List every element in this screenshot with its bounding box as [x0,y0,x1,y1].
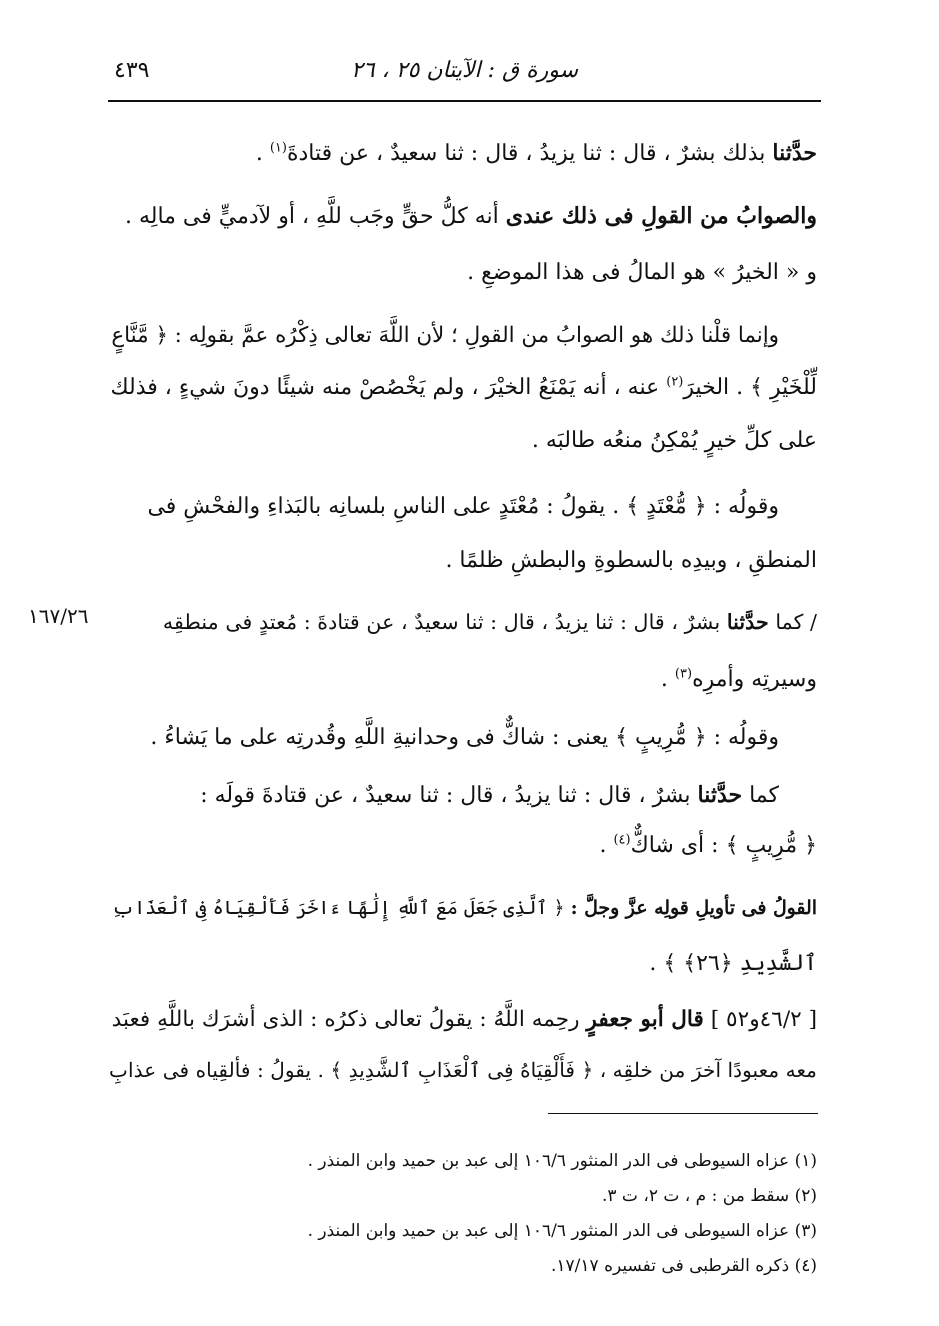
header-title: سورة ق : الآيتان ٢٥ ، ٢٦ [350,58,579,83]
text-line: / كما حدَّثنا بشرٌ ، قال : ثنا يزيدُ ، قال : ثنا سعيدٌ ، عن قتادةَ : مُعتدٍ فى منطقِه [162,610,817,634]
running-header [108,52,821,92]
text-line: وقولُه : ﴿ مُّرِيبٍ ﴾ يعنى : شاكٌّ فى وحدانيةِ اللَّهِ وقُدرتِه على ما يَشاءُ . [150,725,779,750]
page-number: ٤٣٩ [114,58,150,83]
margin-reference: ١٦٧/٢٦ [28,604,89,628]
text-line: على كلِّ خيرٍ يُمْكِنُ منعُه طالبَه . [531,428,817,453]
text-line: وسيرتِه وأمرِه$^{(٣)}$ . [660,666,817,692]
text-line: كما حدَّثنا بشرٌ ، قال : ثنا يزيدُ ، قال : ثنا سعيدٌ ، عن قتادةَ قولَه : [200,782,779,808]
text-line: المنطقِ ، وبيدِه بالسطوةِ والبطشِ ظلمًا . [445,548,817,573]
text-line: والصوابُ من القولِ فى ذلك عندى أنه كلُّ حقٍّ وجَب للَّهِ ، أو لآدميٍّ فى مالِه . [124,203,817,229]
text-line: حدَّثنا بذلك بشرٌ ، قال : ثنا يزيدُ ، قال : ثنا سعيدٌ ، عن قتادةَ$^{(١)}$ . [255,140,817,166]
footnote: (٤) ذكره القرطبى فى تفسيره ١٧/١٧. [551,1256,817,1276]
text-line: ٱلشَّدِيدِ ﴿٢٦﴾ ﴾ . [649,951,817,976]
footnote: (٣) عزاه السيوطى فى الدر المنثور ١٠٦/٦ إلى عبد بن حميد وابن المنذر . [307,1221,817,1241]
text-line: و « الخيرُ » هو المالُ فى هذا الموضعِ . [467,260,817,285]
text-line: وقولُه : ﴿ مُّعْتَدٍ ﴾ . يقولُ : مُعْتَدٍ على الناسِ بلسانِه بالبَذاءِ والفحْشِ فى [147,494,779,519]
text-line: [ ٤٦/٢و٥٢ ] قال أبو جعفرٍ رحِمه اللَّهُ : يقولُ تعالى ذكرُه : الذى أشرَك باللَّهِ فعبَد [111,1007,817,1032]
text-line: لِّلْخَيْرِ ﴾ . الخيرَ$^{(٢)}$ عنه ، أنه يَمْنَعُ الخيْرَ ، ولم يَخْصُصْ منه شيئًا دونَ شيءٍ ، فذلك [110,374,817,400]
text-line: وإنما قلْنا ذلك هو الصوابُ من القولِ ؛ لأن اللَّهَ تعالى ذِكْرُه عمَّ بقولِه : ﴿ مَّنَّاعٍ [111,323,779,348]
text-line: معه معبودًا آخرَ من خلقِه ، ﴿ فَأَلْقِيَاهُ فِى ٱلْعَذَابِ ٱلشَّدِيدِ ﴾ . يقولُ : فألقِياه فى عذابِ [109,1058,817,1082]
text-line: ﴿ مُّرِيبٍ ﴾ : أى شاكٌّ$^{(٤)}$ . [599,832,817,858]
footnote: (١) عزاه السيوطى فى الدر المنثور ١٠٦/٦ إلى عبد بن حميد وابن المنذر . [307,1151,817,1171]
text-line: القولُ فى تأويلِ قولِه عزَّ وجلَّ : ﴿ ٱلَّذِى جَعَلَ مَعَ ٱللَّهِ إِلَٰهًا ءَاخَرَ فَأَلْقِيَاهُ فِى ٱلْعَذَابِ [112,897,817,919]
header-rule [108,100,821,102]
footnote-rule [548,1113,818,1114]
footnote: (٢) سقط من : م ، ت ٢، ت ٣. [601,1186,817,1206]
